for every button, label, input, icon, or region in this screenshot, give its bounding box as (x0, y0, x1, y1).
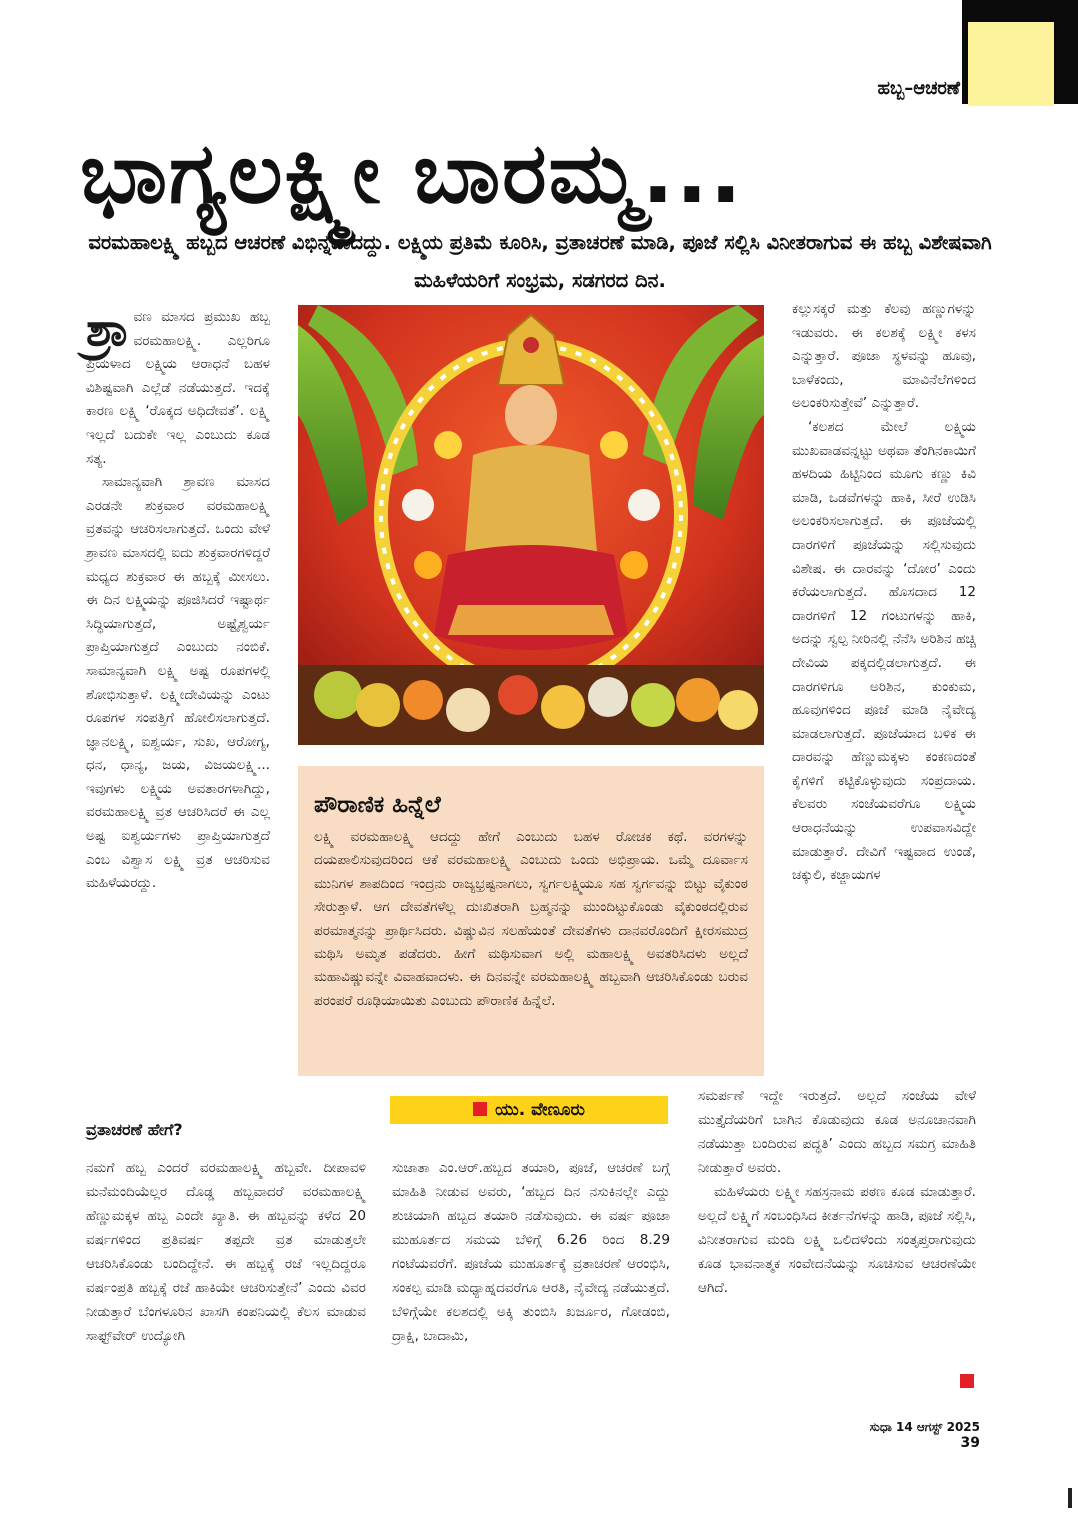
article-column-3 (792, 298, 976, 888)
box-body: ಲಕ್ಷ್ಮಿ ವರಮಹಾಲಕ್ಷ್ಮಿ ಆದದ್ದು ಹೇಗೆ ಎಂಬುದು ಬಹಳ ರೋಚಕ ಕಥೆ. ವರಗಳನ್ನು ದಯಪಾಲಿಸುವುದರಿಂದ ಆಕೆ ವರಮಹಾಲಕ್ಷ್ಮಿ ಎಂಬುದು ಒಂದು ಅಭಿಪ್ರಾಯ. ಒಮ್ಮೆ ದೂರ್ವಾಸ ಮುನಿಗಳ ಶಾಪದಿಂದ ಇಂದ್ರನು ರಾಜ್ಯಭ್ರಷ್ಟನಾಗಲು, ಸ್ವರ್ಗಲಕ್ಷ್ಮಿಯೂ ಸಹ ಸ್ವರ್ಗವನ್ನು ಬಿಟ್ಟು ವೈಕುಂಠ ಸೇರುತ್ತಾಳೆ. ಆಗ ದೇವತೆಗಳೆಲ್ಲ ದುಃಖಿತರಾಗಿ ಬ್ರಹ್ಮನನ್ನು ಮುಂದಿಟ್ಟುಕೊಂಡು ವೈಕುಂಠದಲ್ಲಿರುವ ಪರಮಾತ್ಮನನ್ನು ಪ್ರಾರ್ಥಿಸಿದರು. ವಿಷ್ಣುವಿನ ಸಲಹೆಯಂತೆ ದೇವತೆಗಳು ದಾನವರೊಂದಿಗೆ ಕ್ಷೀರಸಮುದ್ರ ಮಥಿಸಿ ಅಮೃತ ಪಡೆದರು. ಹೀಗೆ ಮಥಿಸುವಾಗ ಅಲ್ಲಿ ಮಹಾಲಕ್ಷ್ಮಿ ಅವತರಿಸಿದಳು ಅಲ್ಲದೆ ಮಹಾವಿಷ್ಣುವನ್ನೇ ವಿವಾಹವಾದಳು. ಈ ದಿನವನ್ನೇ ವರಮಹಾಲಕ್ಷ್ಮಿ ಹಬ್ಬವಾಗಿ ಆಚರಿಸಿಕೊಂಡು ಬರುವ ಪರಂಪರೆ ರೂಢಿಯಾಯಿತು ಎಂಬುದು ಪೌರಾಣಿಕ ಹಿನ್ನೆಲೆ. (314, 829, 748, 1009)
magazine-name: ಸುಧಾ (869, 1420, 892, 1434)
paragraph: ಸಾಮಾನ್ಯವಾಗಿ ಶ್ರಾವಣ ಮಾಸದ ಎರಡನೇ ಶುಕ್ರವಾರ ವರಮಹಾಲಕ್ಷ್ಮಿ ವ್ರತವನ್ನು ಆಚರಿಸಲಾಗುತ್ತದೆ. ಒಂದು ವೇಳೆ ಶ್ರಾವಣ ಮಾಸದಲ್ಲಿ ಐದು ಶುಕ್ರವಾರಗಳಿದ್ದರೆ ಮಧ್ಯದ ಶುಕ್ರವಾರ ಈ ಹಬ್ಬಕ್ಕೆ ಮೀಸಲು. ಈ ದಿನ ಲಕ್ಷ್ಮಿಯನ್ನು ಪೂಜಿಸಿದರೆ ಇಷ್ಟಾರ್ಥ ಸಿದ್ಧಿಯಾಗುತ್ತದೆ, ಅಷ್ಟೈಶ್ವರ್ಯ ಪ್ರಾಪ್ತಿಯಾಗುತ್ತದೆ ಎಂಬುದು ನಂಬಿಕೆ. ಸಾಮಾನ್ಯವಾಗಿ ಲಕ್ಷ್ಮಿ ಅಷ್ಟ ರೂಪಗಳಲ್ಲಿ ಶೋಭಿಸುತ್ತಾಳೆ. ಲಕ್ಷ್ಮೀದೇವಿಯನ್ನು ಎಂಟು ರೂಪಗಳ ಸಂಪತ್ತಿಗೆ ಹೋಲಿಸಲಾಗುತ್ತದೆ. ಜ್ಞಾನಲಕ್ಷ್ಮಿ, ಐಶ್ವರ್ಯ, ಸುಖ, ಆರೋಗ್ಯ, ಧನ, ಧಾನ್ಯ, ಜಯ, ವಿಜಯಲಕ್ಷ್ಮಿ... ಇವುಗಳು ಲಕ್ಷ್ಮಿಯ ಅವತಾರಗಳಾಗಿದ್ದು, ವರಮಹಾಲಕ್ಷ್ಮಿ ವ್ರತ ಆಚರಿಸಿದರೆ ಈ ಎಲ್ಲ ಅಷ್ಟ ಐಶ್ವರ್ಯಗಳು ಪ್ರಾಪ್ತಿಯಾಗುತ್ತದೆ ಎಂಬ ವಿಶ್ವಾಸ ಲಕ್ಷ್ಮಿ ವ್ರತ ಆಚರಿಸುವ ಮಹಿಳೆಯರದ್ದು. (86, 474, 270, 892)
article-column-1 (86, 302, 270, 896)
article-column-bottom-2: ಸುಜಾತಾ ಎಂ.ಆರ್.ಹಬ್ಬದ ತಯಾರಿ, ಪೂಜೆ, ಆಚರಣೆ ಬಗ್ಗೆ ಮಾಹಿತಿ ನೀಡುವ ಅವರು, ‘ಹಬ್ಬದ ದಿನ ನಸುಕಿನಲ್ಲೇ ಎದ್ದು ಶುಚಿಯಾಗಿ ಹಬ್ಬದ ತಯಾರಿ ನಡೆಸುವುದು. ಈ ವರ್ಷ ಪೂಜಾ ಮುಹೂರ್ತದ ಸಮಯ ಬೆಳಿಗ್ಗೆ 6.26 ರಿಂದ 8.29 ಗಂಟೆಯವರೆಗೆ. ಪೂಜೆಯ ಮುಹೂರ್ತಕ್ಕೆ ವ್ರತಾಚರಣೆ ಆರಂಭಿಸಿ, ಸಂಕಲ್ಪ ಮಾಡಿ ಮಧ್ಯಾಹ್ನದವರೆಗೂ ಆರತಿ, ನೈವೇದ್ಯ ನಡೆಯುತ್ತದೆ. ಬೆಳಿಗ್ಗೆಯೇ ಕಲಶದಲ್ಲಿ ಅಕ್ಕಿ ತುಂಬಿಸಿ ಖರ್ಜೂರ, ಗೋಡಂಬಿ, ದ್ರಾಕ್ಷಿ, ಬಾದಾಮಿ, (392, 1160, 670, 1344)
corner-tab-highlight (968, 22, 1054, 106)
article-column-bottom-1: ನಮಗೆ ಹಬ್ಬ ಎಂದರೆ ವರಮಹಾಲಕ್ಷ್ಮಿ ಹಬ್ಬವೇ. ದೀಪಾವಳಿ ಮನೆಮಂದಿಯೆಲ್ಲರ ದೊಡ್ಡ ಹಬ್ಬವಾದರೆ ವರಮಹಾಲಕ್ಷ್ಮಿ ಹೆಣ್ಣುಮಕ್ಕಳ ಹಬ್ಬ ಎಂದೇ ಖ್ಯಾತಿ. ಈ ಹಬ್ಬವನ್ನು ಕಳೆದ 20 ವರ್ಷಗಳಿಂದ ಪ್ರತಿವರ್ಷ ತಪ್ಪದೇ ವ್ರತ ಮಾಡುತ್ತಲೇ ಆಚರಿಸಿಕೊಂಡು ಬಂದಿದ್ದೇನೆ. ಈ ಹಬ್ಬಕ್ಕೆ ರಜೆ ಇಲ್ಲದಿದ್ದರೂ ವರ್ಷಂಪ್ರತಿ ಹಬ್ಬಕ್ಕೆ ರಜೆ ಹಾಕಿಯೇ ಆಚರಿಸುತ್ತೇನೆ’ ಎಂದು ವಿವರ ನೀಡುತ್ತಾರೆ ಬೆಂಗಳೂರಿನ ಖಾಸಗಿ ಕಂಪನಿಯಲ್ಲಿ ಕೆಲಸ ಮಾಡುವ ಸಾಫ್ಟ್‌ವೇರ್ ಉದ್ಯೋಗಿ (86, 1160, 366, 1344)
article-column-bottom-3 (698, 1084, 976, 1300)
byline-name: ಯು. ವೇಣೂರು (495, 1100, 585, 1120)
paragraph: ‘ಕಲಶದ ಮೇಲೆ ಲಕ್ಷ್ಮಿಯ ಮುಖವಾಡವನ್ನಟ್ಟು ಅಥವಾ ತೆಂಗಿನಕಾಯಿಗೆ ಹಳದಿಯ ಹಿಟ್ಟಿನಿಂದ ಮೂಗು ಕಣ್ಣು ಕಿವಿ ಮಾಡಿ, ಒಡವೆಗಳನ್ನು ಹಾಕಿ, ಸೀರೆ ಉಡಿಸಿ ಅಲಂಕರಿಸಲಾಗುತ್ತದೆ. ಈ ಪೂಜೆಯಲ್ಲಿ ದಾರಗಳಿಗೆ ಪೂಜೆಯನ್ನು ಸಲ್ಲಿಸುವುದು ವಿಶೇಷ. ಈ ದಾರವನ್ನು ‘ದೋರ’ ಎಂದು ಕರೆಯಲಾಗುತ್ತದೆ. ಹೊಸದಾದ 12 ದಾರಗಳಿಗೆ 12 ಗಂಟುಗಳನ್ನು ಹಾಕಿ, ಅದನ್ನು ಸ್ವಲ್ಪ ನೀರಿನಲ್ಲಿ ನೆನೆಸಿ ಅರಿಶಿನ ಹಚ್ಚಿ ದೇವಿಯ ಪಕ್ಕದಲ್ಲಿಡಲಾಗುತ್ತದೆ. ಈ ದಾರಗಳಿಗೂ ಅರಿಶಿನ, ಕುಂಕುಮ, ಹೂವುಗಳಿಂದ ಪೂಜೆ ಮಾಡಿ ನೈವೇದ್ಯ ಮಾಡಲಾಗುತ್ತದೆ. ಪೂಜೆಯಾದ ಬಳಿಕ ಈ ದಾರವನ್ನು ಹೆಣ್ಣುಮಕ್ಕಳು ಕಂಕಣದಂತೆ ಕೈಗಳಿಗೆ ಕಟ್ಟಿಕೊಳ್ಳುವುದು ಸಂಪ್ರದಾಯ. ಕೆಲವರು ಸಂಜೆಯವರೆಗೂ ಲಕ್ಷ್ಮಿಯ ಆರಾಧನೆಯನ್ನು ಉಪವಾಸವಿದ್ದೇ ಮಾಡುತ್ತಾರೆ. ದೇವಿಗೆ ಇಷ್ಟವಾದ ಉಂಡೆ, ಚಕ್ಕುಲಿ, ಕಜ್ಜಾಯಗಳ (792, 418, 976, 884)
paragraph: ಕಲ್ಲುಸಕ್ಕರೆ ಮತ್ತು ಕೆಲವು ಹಣ್ಣುಗಳನ್ನು ಇಡುವರು. ಈ ಕಲಶಕ್ಕೆ ಲಕ್ಷ್ಮೀ ಕಳಸ ಎನ್ನುತ್ತಾರೆ. ಪೂಜಾ ಸ್ಥಳವನ್ನು ಹೂವು, ಬಾಳೆಕಂದು, ಮಾವಿನೆಲೆಗಳಿಂದ ಅಲಂಕರಿಸುತ್ತೇವೆ’ ಎನ್ನುತ್ತಾರೆ. (792, 301, 976, 412)
opening-paragraph (86, 302, 270, 471)
opening-text: ವಣ ಮಾಸದ ಪ್ರಮುಖ ಹಬ್ಬ ವರಮಹಾಲಕ್ಷ್ಮಿ. ಎಲ್ಲರಿಗೂ ಪ್ರಿಯಳಾದ ಲಕ್ಷ್ಮಿಯ ಆರಾಧನೆ ಬಹಳ ವಿಶಿಷ್ಟವಾಗಿ ಎಲ್ಲೆಡೆ ನಡೆಯುತ್ತದೆ. ಇದಕ್ಕೆ ಕಾರಣ ಲಕ್ಷ್ಮಿ ‘ರೊಕ್ಕದ ಅಧಿದೇವತೆ’. ಲಕ್ಷ್ಮಿ ಇಲ್ಲದೆ ಬದುಕೇ ಇಲ್ಲ ಎಂಬುದು ಕೂಡ ಸತ್ಯ. (86, 309, 270, 467)
lakshmi-idol-photo (298, 305, 764, 745)
paragraph: ಮಹಿಳೆಯರು ಲಕ್ಷ್ಮೀ ಸಹಸ್ರನಾಮ ಪಠಣ ಕೂಡ ಮಾಡುತ್ತಾರೆ. ಅಲ್ಲದೆ ಲಕ್ಷ್ಮಿಗೆ ಸಂಬಂಧಿಸಿದ ಕೀರ್ತನೆಗಳನ್ನು ಹಾಡಿ, ಪೂಜೆ ಸಲ್ಲಿಸಿ, ವಿನೀತರಾಗುವ ಮಂದಿ ಲಕ್ಷ್ಮಿ ಒಲಿದಳೆಂದು ಸಂತೃಪ್ತರಾಗುವುದು ಕೂಡ ಭಾವನಾತ್ಮಕ ಸಂವೇದನೆಯನ್ನು ಸೂಚಿಸುವ ಆಚರಣೆಯೇ ಆಗಿದೆ. (698, 1184, 976, 1296)
byline (390, 1096, 668, 1124)
crop-mark (1068, 1488, 1072, 1508)
page-number: 39 (960, 1435, 980, 1451)
issue-date: 14 ಆಗಸ್ಟ್ 2025 (896, 1420, 980, 1434)
subheading: ವ್ರತಾಚರಣೆ ಹೇಗೆ? (86, 1120, 183, 1139)
headline: ಭಾಗ್ಯಲಕ್ಷ್ಮೀ ಬಾರಮ್ಮ... (80, 124, 744, 222)
standfirst: ವರಮಹಾಲಕ್ಷ್ಮಿ ಹಬ್ಬದ ಆಚರಣೆ ವಿಭಿನ್ನವಾದದ್ದು. ಲಕ್ಷ್ಮಿಯ ಪ್ರತಿಮೆ ಕೂರಿಸಿ, ವ್ರತಾಚರಣೆ ಮಾಡಿ, ಪೂಜೆ ಸಲ್ಲಿಸಿ ವಿನೀತರಾಗುವ ಈ ಹಬ್ಬ ವಿಶೇಷವಾಗಿ ಮಹಿಳೆಯರಿಗೆ ಸಂಭ್ರಮ, ಸಡಗರದ ದಿನ. (88, 231, 992, 292)
page-footer (840, 1420, 980, 1451)
lakshmi-idol-image (298, 305, 764, 745)
box-title: ಪೌರಾಣಿಕ ಹಿನ್ನೆಲೆ (314, 792, 441, 818)
end-mark-icon (960, 1374, 974, 1388)
section-label: ಹಬ್ಬ–ಆಚರಣೆ (877, 78, 960, 99)
mythology-box (298, 766, 764, 1076)
paragraph: ಸಮರ್ಪಣೆ ಇದ್ದೇ ಇರುತ್ತದೆ. ಅಲ್ಲದೆ ಸಂಜೆಯ ವೇಳೆ ಮುತ್ತೈದೆಯರಿಗೆ ಬಾಗಿನ ಕೊಡುವುದು ಕೂಡ ಅನೂಚಾನವಾಗಿ ನಡೆಯುತ್ತಾ ಬಂದಿರುವ ಪದ್ಧತಿ’ ಎಂದು ಹಬ್ಬದ ಸಮಗ್ರ ಮಾಹಿತಿ ನೀಡುತ್ತಾರೆ ಅವರು. (698, 1088, 976, 1176)
drop-cap: ಶ್ರಾ (86, 302, 130, 356)
byline-marker-icon (473, 1102, 487, 1116)
